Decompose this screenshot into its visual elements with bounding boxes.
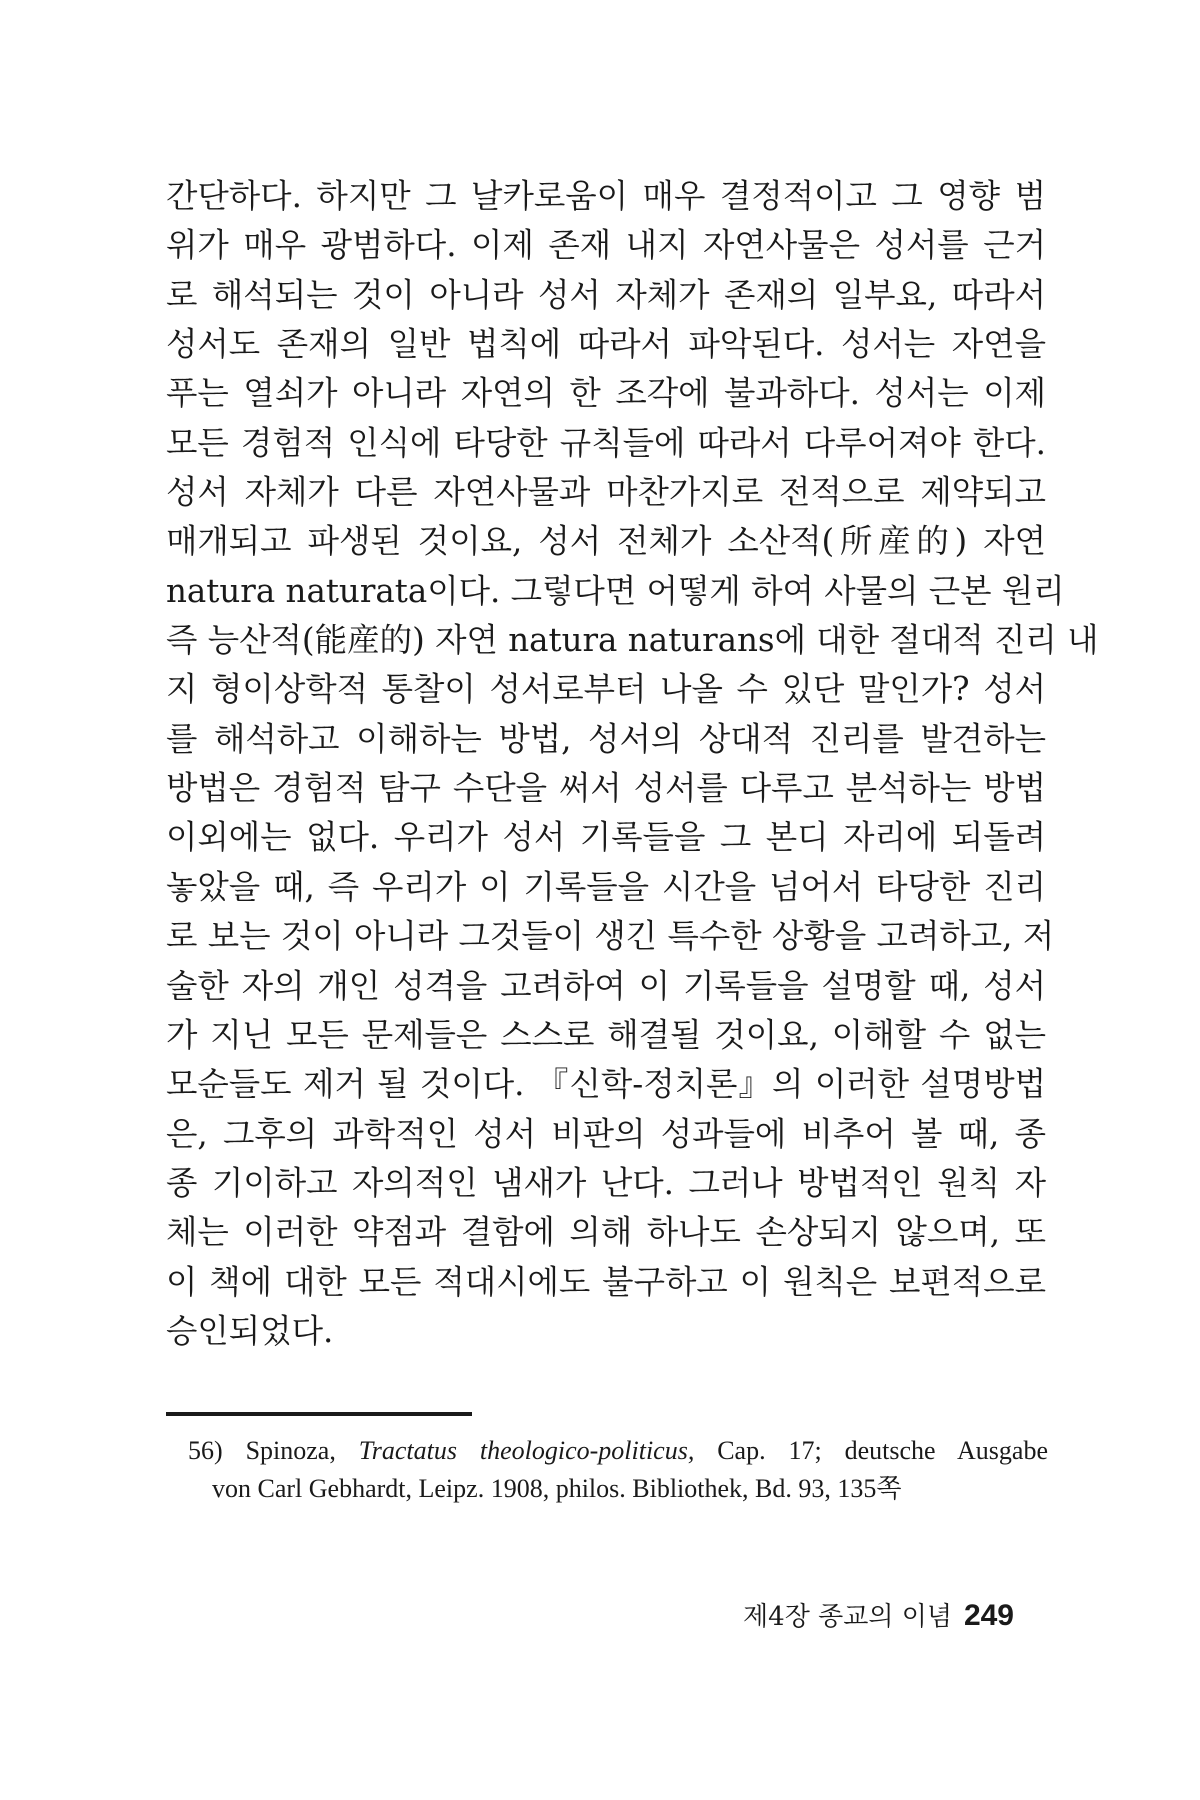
page-number: 249 (963, 1599, 1014, 1632)
page-footer (743, 1596, 1014, 1633)
body-line: 성서 자체가 다른 자연사물과 마찬가지로 전적으로 제약되고 (166, 473, 1046, 512)
body-line: 푸는 열쇠가 아니라 자연의 한 조각에 불과하다. 성서는 이제 (166, 374, 1046, 413)
body-line: 로 보는 것이 아니라 그것들이 생긴 특수한 상황을 고려하고, 저 (166, 917, 1055, 956)
body-line: 종 기이하고 자의적인 냄새가 난다. 그러나 방법적인 원칙 자 (166, 1163, 1046, 1202)
body-line: 승인되었다. (166, 1311, 334, 1350)
body-line: 즉 능산적(能産的) 자연 natura naturans에 대한 절대적 진리 내 (166, 621, 1099, 660)
body-line: 은, 그후의 과학적인 성서 비판의 성과들에 비추어 볼 때, 종 (166, 1114, 1046, 1153)
footnote (188, 1432, 1048, 1508)
body-line: 이 책에 대한 모든 적대시에도 불구하고 이 원칙은 보편적으로 (166, 1262, 1046, 1301)
footnote-author: Spinoza, (245, 1436, 336, 1465)
footnote-divider (166, 1412, 472, 1416)
body-line: 모든 경험적 인식에 타당한 규칙들에 따라서 다루어져야 한다. (166, 423, 1046, 462)
body-line: 술한 자의 개인 성격을 고려하여 이 기록들을 설명할 때, 성서 (166, 966, 1046, 1005)
body-line: 를 해석하고 이해하는 방법, 성서의 상대적 진리를 발견하는 (166, 719, 1046, 758)
footnote-citation: Cap. 17; deutsche Ausgabe (717, 1436, 1048, 1465)
body-line: 로 해석되는 것이 아니라 성서 자체가 존재의 일부요, 따라서 (166, 275, 1046, 314)
body-line: 모순들도 제거 될 것이다. 『신학-정치론』의 이러한 설명방법 (166, 1065, 1046, 1104)
body-line: 이외에는 없다. 우리가 성서 기록들을 그 본디 자리에 되돌려 (166, 818, 1046, 857)
chapter-title: 제4장 종교의 이념 (743, 1602, 952, 1632)
body-line: 간단하다. 하지만 그 날카로움이 매우 결정적이고 그 영향 범 (166, 177, 1046, 215)
body-line: 지 형이상학적 통찰이 성서로부터 나올 수 있단 말인가? 성서 (166, 670, 1046, 709)
body-line: 방법은 경험적 탐구 수단을 써서 성서를 다루고 분석하는 방법 (166, 769, 1046, 808)
body-text (166, 172, 1099, 1356)
footnote-marker: 56) (188, 1436, 223, 1465)
body-line: 매개되고 파생된 것이요, 성서 전체가 소산적(所産的) 자연 (166, 522, 1046, 561)
footnote-line-continued: von Carl Gebhardt, Leipz. 1908, philos. Bibliothek, Bd. 93, 135쪽 (212, 1474, 902, 1503)
body-line: natura naturata이다. 그렇다면 어떻게 하여 사물의 근본 원리 (166, 571, 1065, 610)
body-line: 놓았을 때, 즉 우리가 이 기록들을 시간을 넘어서 타당한 진리 (166, 867, 1046, 906)
body-line: 성서도 존재의 일반 법칙에 따라서 파악된다. 성서는 자연을 (166, 325, 1046, 364)
footnote-title: Tractatus theologico-politicus, (358, 1436, 695, 1465)
body-line: 체는 이러한 약점과 결함에 의해 하나도 손상되지 않으며, 또 (166, 1213, 1046, 1252)
footnote-line (188, 1432, 1048, 1470)
body-line: 가 지닌 모든 문제들은 스스로 해결될 것이요, 이해할 수 없는 (166, 1015, 1046, 1054)
body-line: 위가 매우 광범하다. 이제 존재 내지 자연사물은 성서를 근거 (166, 226, 1046, 265)
